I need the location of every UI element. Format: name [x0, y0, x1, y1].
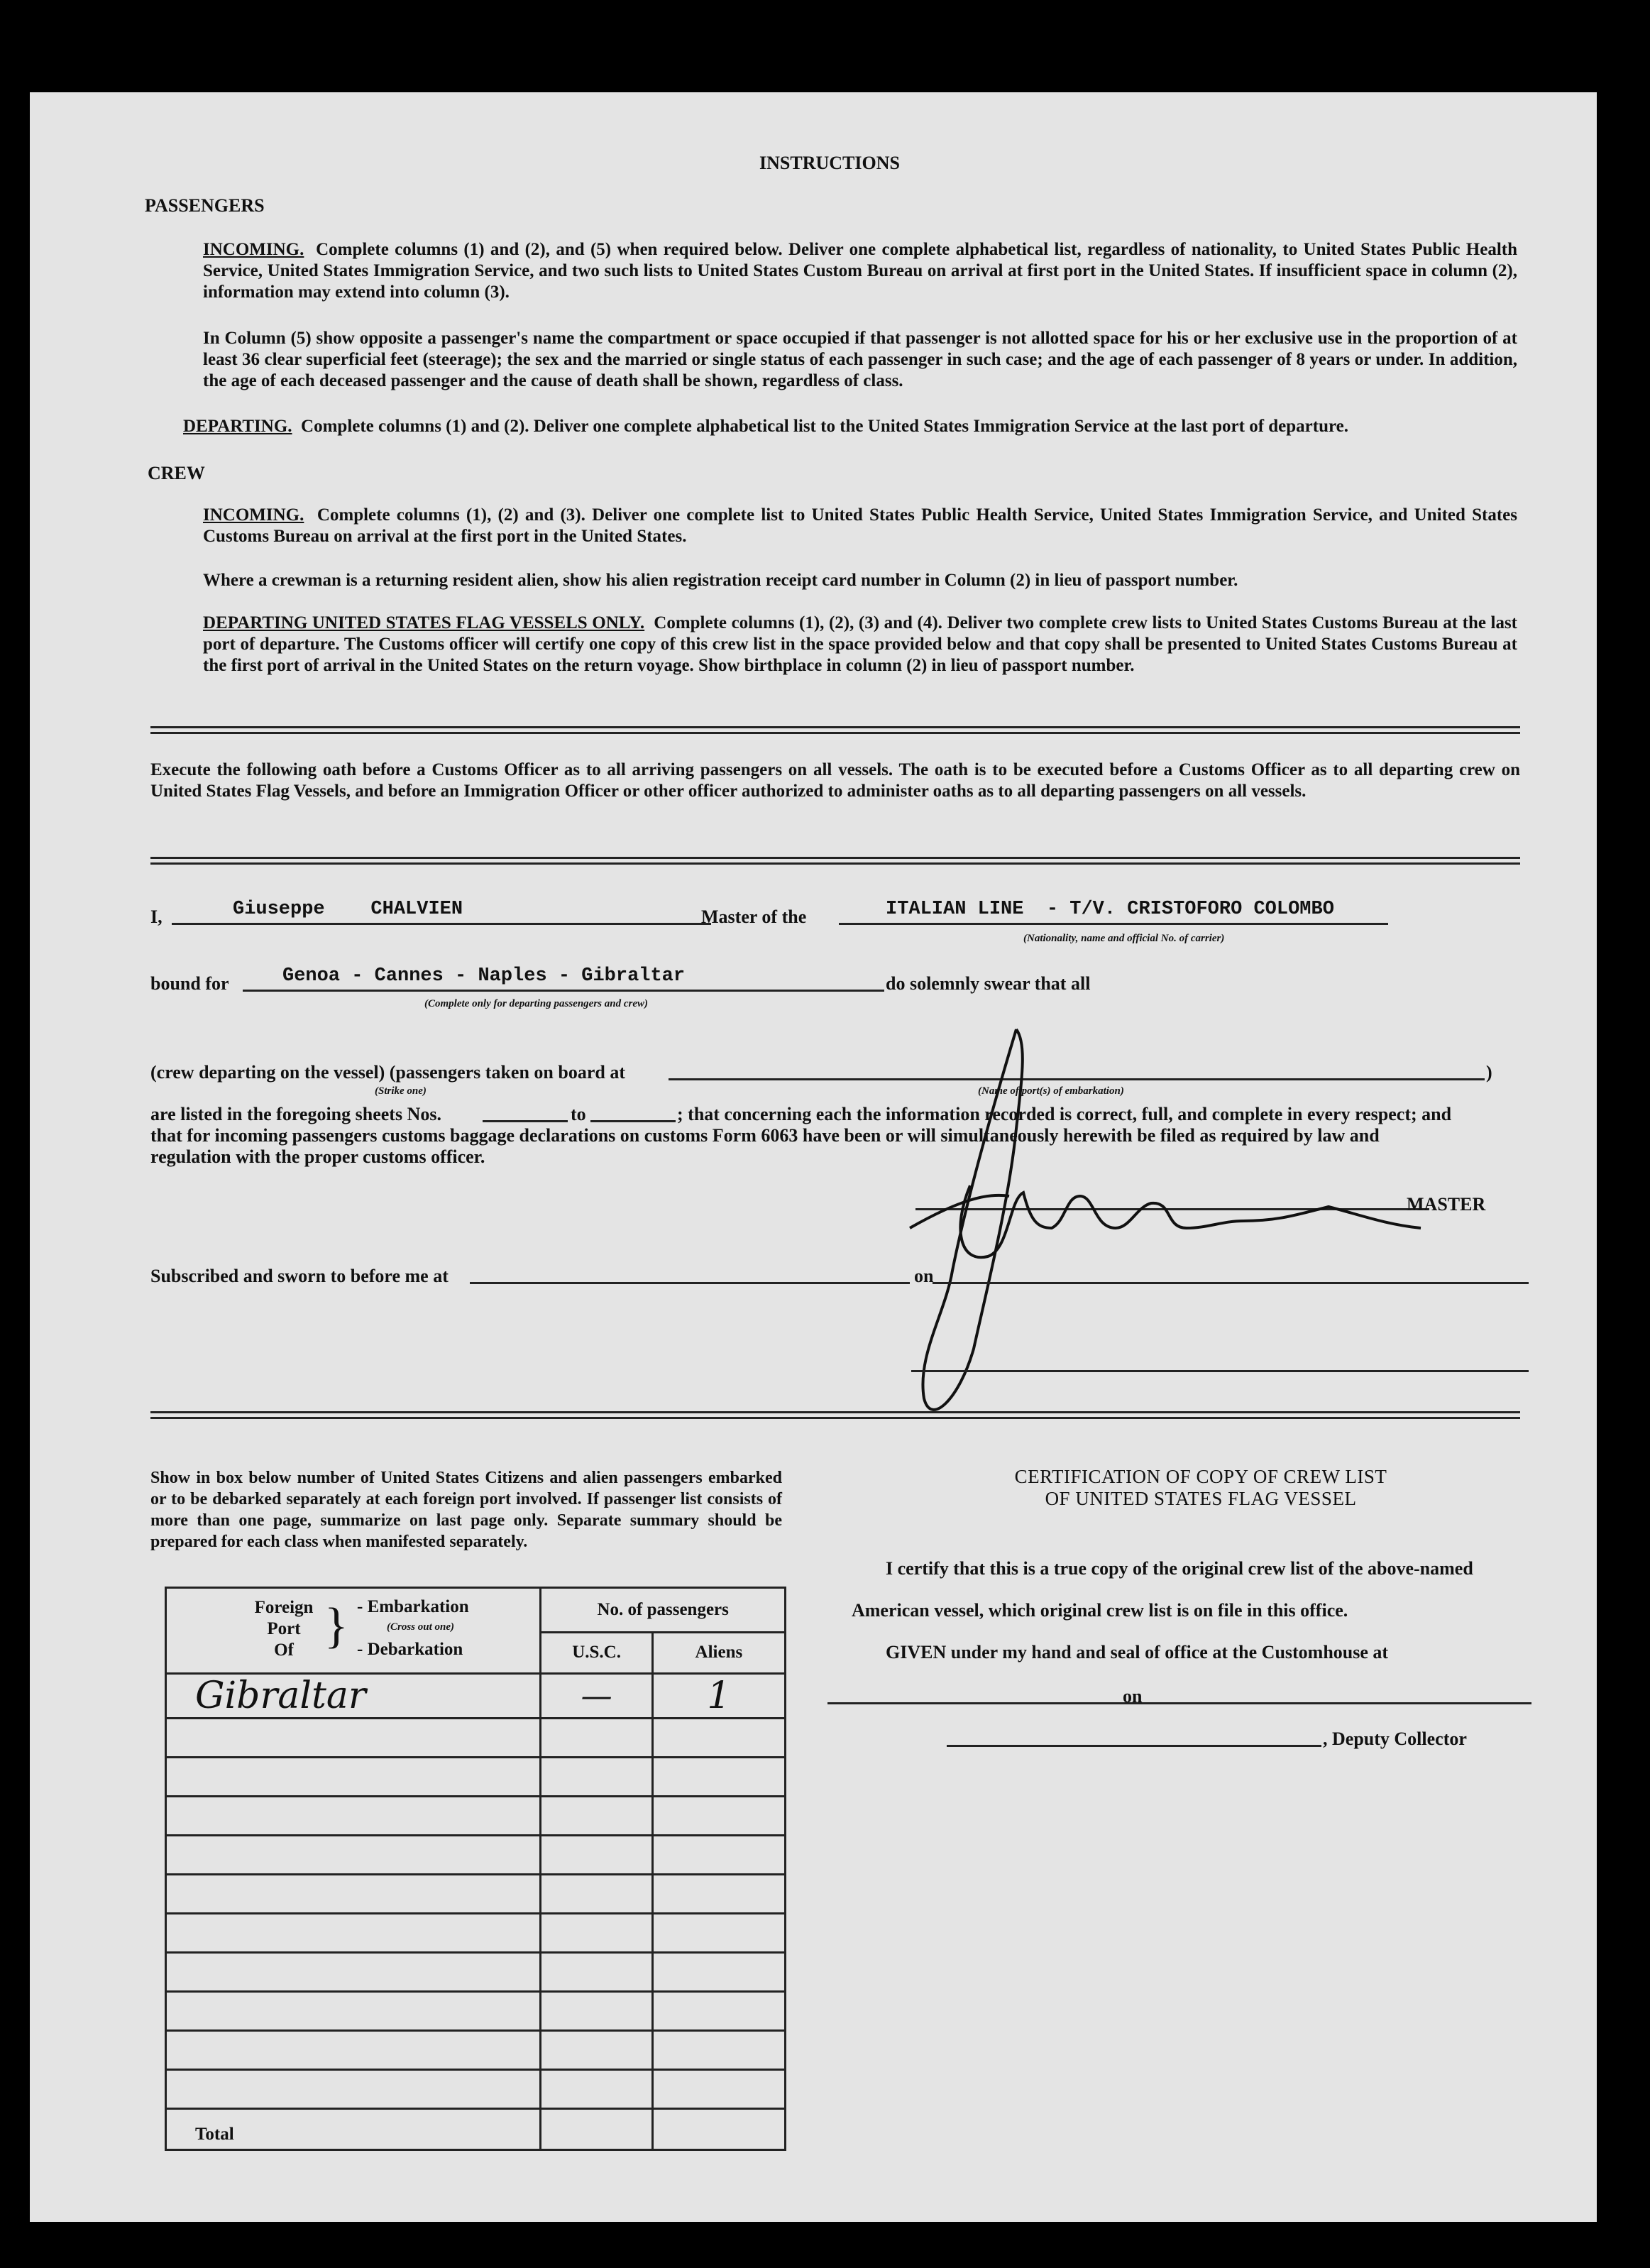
- master-of-label: Master of the: [701, 906, 807, 927]
- form-page: [30, 92, 1597, 2222]
- given-text: GIVEN under my hand and seal of office at the Customhouse at: [886, 1642, 1389, 1662]
- port-caption: (Name of port(s) of embarkation): [978, 1085, 1124, 1097]
- certify-line1: I certify that this is a true copy of the original crew list of the above-named: [886, 1558, 1473, 1579]
- aliens-cell: 1: [652, 1674, 785, 1719]
- crew-incoming-text: Complete columns (1), (2) and (3). Deliver one complete list to United States Public Health Service, United States Immigration Service, and United States Customs Bureau on arrival at the first port in the United States.: [203, 505, 1518, 546]
- section-divider: [150, 726, 1520, 734]
- swear-text: do solemnly swear that all: [886, 973, 1091, 994]
- no-passengers-header: No. of passengers: [541, 1588, 786, 1633]
- crew-resident-paragraph: Where a crewman is a returning resident alien, show his alien registration receipt card number in Column (2) in lieu of passport number.: [203, 571, 1238, 590]
- table-row: [166, 1836, 786, 1875]
- table-row: [166, 1953, 786, 1992]
- total-label: Total: [166, 2109, 541, 2150]
- vessel-caption: (Nationality, name and official No. of carrier): [1023, 933, 1225, 944]
- destination-caption: (Complete only for departing passengers and crew): [424, 998, 648, 1009]
- customhouse-line: [827, 1702, 1155, 1704]
- passengers-departing-label: DEPARTING.: [183, 417, 292, 436]
- vessel-line: [839, 923, 1388, 925]
- port-header-cell: [166, 1588, 541, 1674]
- summary-instructions: Show in box below number of United States Citizens and alien passengers embarked or to be debarked separately at each foreign port involved. If passenger list consists of more than one page, summarize on last page only. Separate summary should be prepared for each class when manifested separately.: [150, 1469, 782, 1551]
- crew-heading: CREW: [148, 463, 205, 483]
- master-name-line: [172, 923, 711, 925]
- crew-incoming-paragraph: [203, 505, 1517, 547]
- table-row: [166, 1758, 786, 1797]
- table-row: [166, 2070, 786, 2109]
- aliens-header: Aliens: [652, 1632, 785, 1673]
- table-row: [166, 1992, 786, 2031]
- table-row: [166, 2031, 786, 2070]
- listed-text-a: are listed in the foregoing sheets Nos.: [150, 1104, 441, 1124]
- passengers-departing-paragraph: [183, 416, 1517, 437]
- table-row: [166, 1914, 786, 1953]
- crew-incoming-label: INCOMING.: [203, 505, 304, 525]
- port-cell: Gibraltar: [166, 1674, 541, 1719]
- destination-line: [243, 990, 884, 992]
- crew-departing-paragraph: [203, 613, 1517, 676]
- total-row: [166, 2109, 786, 2150]
- passengers-heading: PASSENGERS: [145, 195, 265, 216]
- officer-signature-line: [911, 1370, 1529, 1372]
- crew-departing-text: Complete columns (1), (2), (3) and (4). Deliver two complete crew lists to United States Customs Bureau at the last port of departure. The Customs officer will certify one copy of this crew list in the space provided below and that copy shall be presented to United States Customs Bureau at the first port of arrival in the United States on the return voyage. Show birthplace in column (2) in lieu of passport number.: [203, 613, 1518, 675]
- listed-text-line3: regulation with the proper customs officer.: [150, 1146, 485, 1167]
- usc-cell: —: [541, 1674, 652, 1719]
- total-usc-cell: [541, 2109, 652, 2150]
- cross-out-caption: (Cross out one): [387, 1621, 455, 1633]
- total-aliens-cell: [652, 2109, 785, 2150]
- table-row: [166, 1719, 786, 1758]
- table-row: [166, 1875, 786, 1914]
- instructions-title: INSTRUCTIONS: [759, 153, 900, 173]
- embarkation-label: - Embarkation: [357, 1597, 469, 1616]
- passengers-incoming-paragraph: [203, 239, 1517, 303]
- foreign-port-label: Foreign Port Of: [254, 1598, 314, 1660]
- table-row: [166, 1797, 786, 1836]
- table-row: [166, 1674, 786, 1719]
- passengers-incoming-text: Complete columns (1) and (2), and (5) when required below. Deliver one complete alphabetical list, regardless of nationality, to United States Public Health Service, United States Immigration Service, and two such lists to United States Custom Bureau on arrival at first port in the United States. If insufficient space in column (2), information may extend into column (3).: [203, 240, 1517, 302]
- strike-one-caption: (Strike one): [375, 1085, 427, 1097]
- section-divider: [150, 857, 1520, 865]
- crew-departing-label: DEPARTING UNITED STATES FLAG VESSELS ONLY.: [203, 613, 645, 632]
- master-label: MASTER: [1407, 1194, 1486, 1215]
- subscribed-on-label: on: [914, 1266, 934, 1286]
- crew-departing-text: (crew departing on the vessel) (passengers taken on board at: [150, 1062, 625, 1083]
- cert-on-label: on: [1123, 1686, 1143, 1707]
- destination: Genoa - Cannes - Naples - Gibraltar: [282, 965, 686, 987]
- section-divider: [150, 1411, 1520, 1419]
- usc-header: U.S.C.: [541, 1632, 652, 1673]
- sheet-from-line: [483, 1120, 568, 1122]
- sheet-to-line: [590, 1120, 676, 1122]
- listed-to: to: [571, 1104, 586, 1124]
- passengers-departing-text: Complete columns (1) and (2). Deliver one complete alphabetical list to the United States Immigration Service at the last port of departure.: [301, 417, 1348, 436]
- subscribed-place-line: [470, 1282, 910, 1284]
- deputy-collector-label: , Deputy Collector: [1323, 1729, 1467, 1749]
- bound-for-label: bound for: [150, 973, 229, 994]
- certification-title-line1: CERTIFICATION OF COPY OF CREW LIST: [1014, 1466, 1387, 1487]
- certify-line2: American vessel, which original crew list is on file in this office.: [852, 1600, 1348, 1621]
- listed-text-b: ; that concerning each the information recorded is correct, full, and complete in every respect; and: [677, 1104, 1452, 1124]
- subscribed-date-line: [933, 1282, 1529, 1284]
- i-label: I,: [150, 906, 163, 927]
- oath-intro: Execute the following oath before a Customs Officer as to all arriving passengers on all vessels. The oath is to be executed before a Customs Officer as to all departing crew on United States Flag Vessels, and before an Immigration Officer or other officer authorized to administer oaths as to all departing passengers on all vessels.: [150, 760, 1520, 801]
- listed-text-line2: that for incoming passengers customs baggage declarations on customs Form 6063 have been or will simultaneously herewith be filed as required by law and: [150, 1125, 1380, 1146]
- subscribed-label: Subscribed and sworn to before me at: [150, 1266, 449, 1286]
- certification-title-line2: OF UNITED STATES FLAG VESSEL: [1045, 1488, 1357, 1509]
- master-signature: [903, 1015, 1428, 1427]
- master-name: Giuseppe CHALVIEN: [233, 899, 463, 920]
- deputy-signature-line: [947, 1745, 1321, 1747]
- passengers-column5-paragraph: In Column (5) show opposite a passenger's name the compartment or space occupied if that passenger is not allotted space for his or her exclusive use in the proportion of at least 36 clear superficial feet (steerage); the sex and the married or single status of each passenger in such case; and the age of each passenger of 8 years or under. In addition, the age of each deceased passenger and the cause of death shall be shown, regardless of class.: [203, 329, 1517, 390]
- passengers-incoming-label: INCOMING.: [203, 240, 304, 259]
- passenger-summary-table: [165, 1587, 786, 2151]
- debarkation-label: - Debarkation: [357, 1640, 463, 1659]
- vessel-name: ITALIAN LINE - T/V. CRISTOFORO COLOMBO: [886, 899, 1334, 920]
- certification-title: [917, 1466, 1485, 1510]
- bracket: }: [324, 1599, 348, 1653]
- cert-date-line: [1141, 1702, 1531, 1704]
- close-paren: ): [1486, 1062, 1492, 1083]
